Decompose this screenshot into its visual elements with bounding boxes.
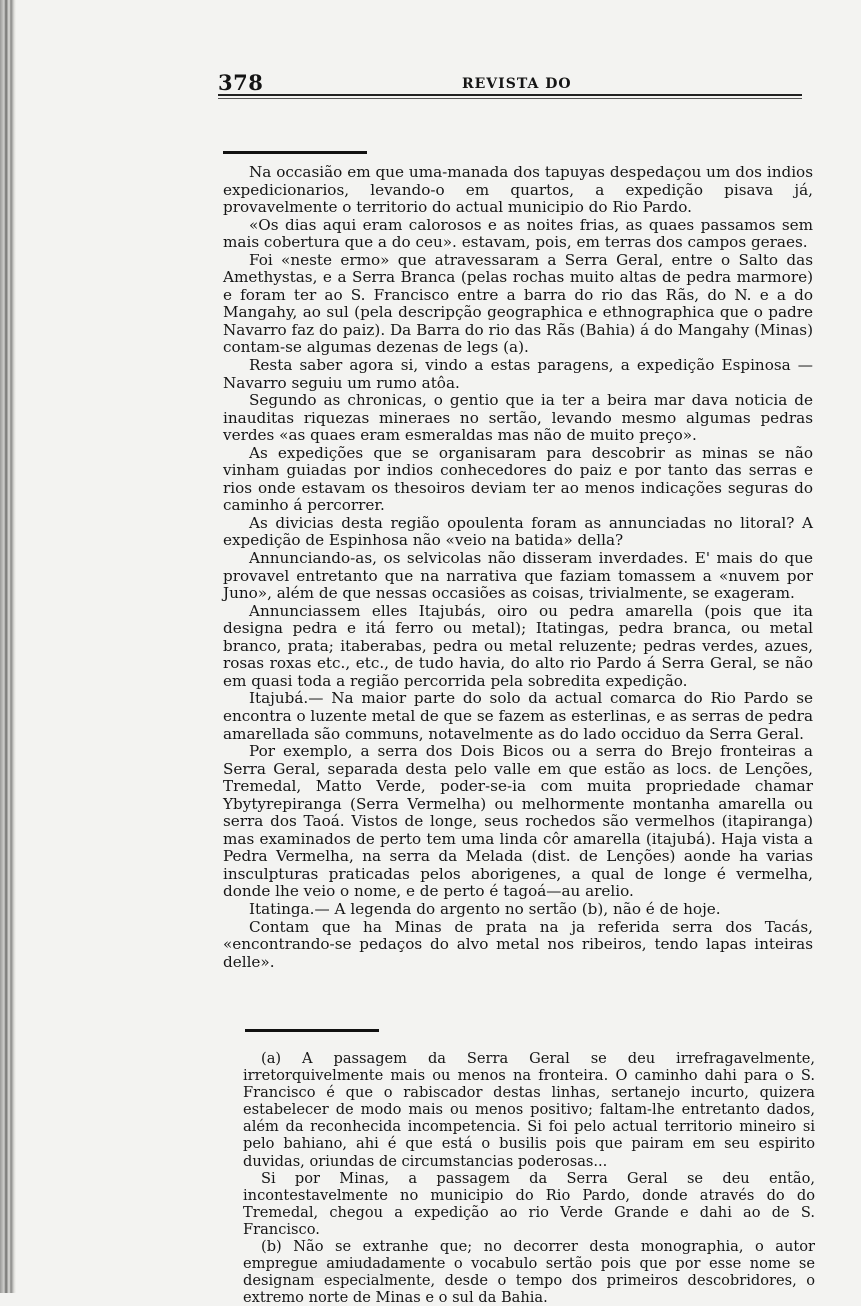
header-rule [218, 94, 802, 96]
body-paragraph: Resta saber agora si, vindo a estas paragens, a expedição Espinosa — Navarro seguiu um rumo atôa. [223, 356, 813, 392]
body-paragraph: Por exemplo, a serra dos Dois Bicos ou a serra do Brejo fronteiras a Serra Geral, separada desta pelo valle em que estão as locs. de Lenções, Tremedal, Matto Verde, poder-se-ia com muita propriedade chamar Ybytyrepiranga (Serra Vermelha) ou melhormente montanha amarella ou serra dos Taoá. Vistos de longe, seus rochedos são vermelhos (itapiranga) mas examinados de perto tem uma linda côr amarella (itajubá). Haja vista a Pedra Vermelha, na serra da Melada (dist. de Lenções) aonde ha varias insculpturas praticadas pelos aborigenes, a qual de longe é vermelha, donde lhe veio o nome, e de perto é tagoá—au arelio. [223, 742, 813, 901]
footnote-divider [245, 1029, 379, 1032]
page-number: 378 [218, 70, 264, 95]
body-paragraph: As divicias desta região opoulenta foram as annunciadas no litoral? A expedição de Espinhosa não «veio na batida» della? [223, 513, 813, 550]
body-paragraph: Annunciassem elles Itajubás, oiro ou pedra amarella (pois que ita designa pedra e itá ferro ou metal); Itatingas, pedra branca, ou metal branco, prata; itaberabas, pedra ou metal reluzente; pedras verdes, azues, rosas roxas etc., etc., de tudo havia, do alto rio Pardo á Serra Geral, se não em quasi toda a região percorrida pela sobredita expedição. [223, 601, 813, 690]
body-paragraph: Itajubá.— Na maior parte do solo da actual comarca do Rio Pardo se encontra o luzente metal de que se fazem as esterlinas, e as serras de pedra amarellada são communs, notavelmente as do lado occiduo da Serra Geral. [223, 689, 813, 743]
body-text [223, 163, 813, 971]
body-paragraph: «Os dias aqui eram calorosos e as noites frias, as quaes passamos sem mais cobertura que a do ceu». estavam, pois, em terras dos campos geraes. [223, 215, 813, 252]
running-head: REVISTA DO [462, 76, 572, 92]
body-paragraph: Na occasião em que uma-manada dos tapuyas despedaçou um dos indios expedicionarios, levando-o em quartos, a expedição pisava já, provavelmente o territorio do actual municipio do Rio Pardo. [223, 163, 813, 217]
body-paragraph: Foi «neste ermo» que atravessaram a Serra Geral, entre o Salto das Amethystas, e a Serra Branca (pelas rochas muito altas de pedra marmore) e foram ter ao S. Francisco entre a barra do rio das Rãs, do N. e a do Mangahy, ao sul (pela descripção geographica e ethnographica que o padre Navarro faz do paiz). Da Barra do rio das Rãs (Bahia) á do Mangahy (Minas) contam-se algumas dezenas de legs (a). [223, 250, 813, 357]
body-paragraph: Contam que ha Minas de prata na ja referida serra dos Tacás, «encontrando-se pedaços do alvo metal nos ribeiros, tendo lapas inteiras delle». [223, 917, 813, 971]
body-paragraph: As expedições que se organisaram para descobrir as minas se não vinham guiadas por indios conhecedores do paiz e por tanto das serras e rios onde estavam os thesoiros deviam ter ao menos indicações seguras do caminho á percorrer. [223, 443, 813, 515]
footnote-paragraph: Si por Minas, a passagem da Serra Geral se deu então, incontestavelmente no municipio do Rio Pardo, donde através do do Tremedal, chegou a expedição ao rio Verde Grande e dahi ao de S. Francisco. [243, 1169, 815, 1238]
page-binding-edge [0, 0, 16, 1293]
header-rule-thin [218, 98, 802, 99]
paper-stain [280, 1260, 420, 1278]
footnote-paragraph: (b) Não se extranhe que; no decorrer desta monographia, o autor empregue amiudadamente o vocabulo sertão pois que por esse nome se designam especialmente, desde o tempo dos primeiros descobridores, o extremo norte de Minas e o sul da Bahia. [243, 1238, 815, 1306]
footnote-paragraph: (a) A passagem da Serra Geral se deu irrefragavelmente, irretorquivelmente mais ou menos na fronteira. O caminho dahi para o S. Francisco é que o rabiscador destas linhas, sertanejo incurto, quizera estabelecer de modo mais ou menos positivo; faltam-lhe entretanto dados, além da reconhecida incompetencia. Si foi pelo actual territorio mineiro si pelo bahiano, ahi é que está o busilis pois que pairam em seu espirito duvidas, oriundas de circumstancias poderosas... [243, 1050, 815, 1170]
body-paragraph: Itatinga.— A legenda do argento no sertão (b), não é de hoje. [249, 899, 721, 918]
section-divider [223, 151, 367, 154]
footnotes [243, 1050, 815, 1306]
body-paragraph: Segundo as chronicas, o gentio que ia ter a beira mar dava noticia de inauditas riquezas mineraes no sertão, levando mesmo algumas pedras verdes «as quaes eram esmeraldas mas não de muito preço». [223, 391, 813, 445]
body-paragraph: Annunciando-as, os selvicolas não disseram inverdades. E' mais do que provavel entretanto que na narrativa que faziam tomassem a «nuvem por Juno», além de que nessas occasiões as coisas, trivialmente, se exageram. [223, 549, 813, 603]
